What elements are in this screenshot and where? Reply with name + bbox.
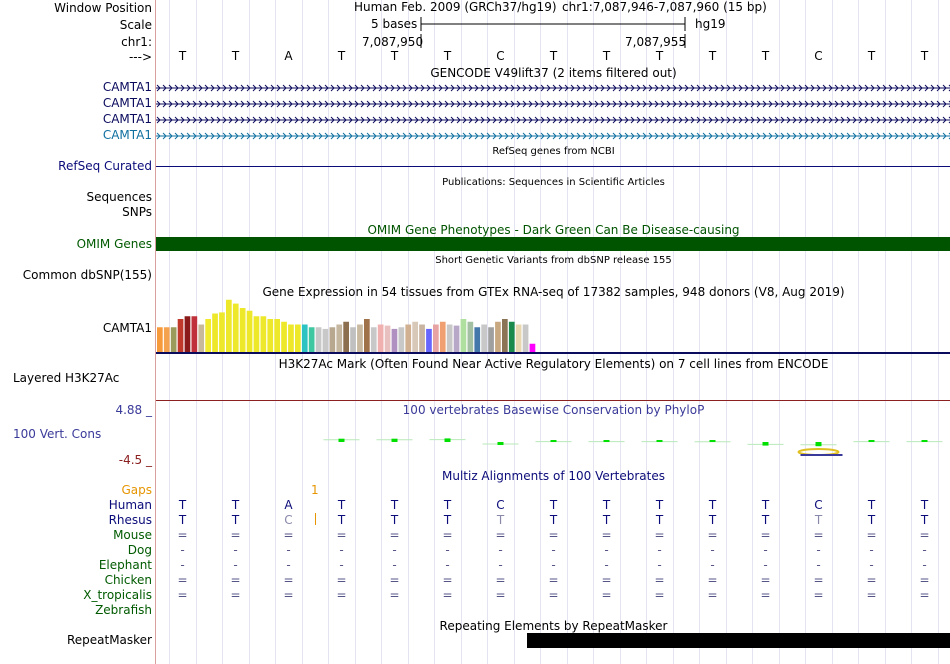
base-letter: C	[814, 49, 823, 63]
chicken-base: =	[336, 573, 347, 587]
gtex-tissue-bar[interactable]	[274, 319, 280, 352]
xtrop-base: =	[495, 588, 506, 602]
rhesus-base: T	[867, 513, 876, 527]
gtex-tissue-bar[interactable]	[336, 325, 342, 353]
window-position-label: Window Position	[54, 1, 152, 15]
rhesus-base: T	[761, 513, 770, 527]
chr-label: chr1:	[121, 35, 152, 49]
coord-2: 7,087,955	[625, 35, 687, 49]
human-base: T	[655, 498, 664, 512]
dbsnp-title: Short Genetic Variants from dbSNP release 155	[435, 255, 672, 266]
xtrop-base: =	[389, 588, 400, 602]
chicken-base: =	[548, 573, 559, 587]
rhesus-base: T	[443, 513, 452, 527]
mouse-base: =	[866, 528, 877, 542]
snps-track-label[interactable]: SNPs	[122, 205, 152, 219]
base-letter: T	[655, 49, 664, 63]
gtex-tissue-bar[interactable]	[461, 319, 467, 352]
gtex-tissue-bar[interactable]	[481, 325, 487, 353]
rhesus-base: T	[231, 513, 240, 527]
position-text: chr1:7,087,946-7,087,960 (15 bp)	[562, 0, 767, 14]
elephant-base: -	[763, 558, 768, 572]
phylop-score-bar[interactable]	[922, 440, 928, 442]
h3k27ac-baseline	[156, 400, 950, 401]
gtex-tissue-bar[interactable]	[261, 316, 267, 352]
repeatmasker-track-label[interactable]: RepeatMasker	[66, 633, 152, 647]
phylop-score-bar[interactable]	[551, 440, 557, 442]
omim-track-label[interactable]: OMIM Genes	[76, 237, 152, 251]
gtex-tissue-bar[interactable]	[357, 325, 363, 353]
gtex-tissue-bar[interactable]	[192, 316, 198, 352]
elephant-base: -	[816, 558, 821, 572]
dog-base: -	[445, 543, 450, 557]
gtex-bar-chart[interactable]	[156, 297, 950, 353]
base-letter: T	[231, 49, 240, 63]
gtex-tissue-bar[interactable]	[530, 344, 536, 352]
gtex-tissue-bar[interactable]	[309, 327, 315, 352]
dog-base: -	[233, 543, 238, 557]
coord-1: 7,087,950	[362, 35, 424, 49]
human-base: T	[867, 498, 876, 512]
mouse-base: =	[442, 528, 453, 542]
species-zebrafish-label: Zebrafish	[95, 603, 152, 617]
dog-base: -	[710, 543, 715, 557]
gtex-tissue-bar[interactable]	[316, 327, 322, 352]
elephant-base: -	[657, 558, 662, 572]
dog-base: -	[816, 543, 821, 557]
gtex-tissue-bar[interactable]	[433, 325, 439, 353]
human-base: T	[549, 498, 558, 512]
mouse-base: =	[336, 528, 347, 542]
phylop-score-bar[interactable]	[710, 440, 716, 442]
phylop-score-bar[interactable]	[498, 442, 504, 445]
gtex-tissue-bar[interactable]	[364, 319, 370, 352]
gtex-tissue-bar[interactable]	[488, 327, 494, 352]
gtex-tissue-bar[interactable]	[385, 326, 391, 352]
gtex-title: Gene Expression in 54 tissues from GTEx RNA-seq of 17382 samples, 948 donors (V8, Aug 2019)	[262, 285, 845, 299]
gtex-tissue-bar[interactable]	[178, 319, 184, 352]
gaps-label: Gaps	[121, 483, 152, 497]
repeat-element-bar[interactable]	[527, 633, 950, 648]
base-letter: T	[761, 49, 770, 63]
dog-base: -	[286, 543, 291, 557]
gtex-tissue-bar[interactable]	[226, 300, 232, 352]
elephant-base: -	[180, 558, 185, 572]
gtex-tissue-bar[interactable]	[454, 326, 460, 352]
gtex-tissue-bar[interactable]	[281, 322, 287, 352]
elephant-base: -	[604, 558, 609, 572]
chicken-base: =	[919, 573, 930, 587]
xtrop-base: =	[177, 588, 188, 602]
refseq-track-label[interactable]: RefSeq Curated	[58, 159, 152, 173]
gtex-tissue-bar[interactable]	[399, 327, 405, 352]
gencode-transcript-4[interactable]	[156, 129, 950, 143]
gencode-transcript-3[interactable]	[156, 113, 950, 127]
chicken-base: =	[654, 573, 665, 587]
gtex-tissue-bar[interactable]	[502, 319, 508, 352]
rhesus-base: T	[708, 513, 717, 527]
dog-base: -	[392, 543, 397, 557]
h3k27ac-title: H3K27Ac Mark (Often Found Near Active Regulatory Elements) on 7 cell lines from ENCODE	[278, 357, 829, 371]
gtex-tissue-bar[interactable]	[247, 311, 253, 352]
dbsnp-track-label[interactable]: Common dbSNP(155)	[22, 268, 152, 282]
elephant-base: -	[392, 558, 397, 572]
dog-base: -	[604, 543, 609, 557]
phylop-score-bar[interactable]	[339, 439, 345, 442]
rhesus-base: T	[496, 513, 505, 527]
mouse-base: =	[283, 528, 294, 542]
base-letter: T	[390, 49, 399, 63]
gtex-tissue-bar[interactable]	[198, 325, 204, 353]
elephant-base: -	[445, 558, 450, 572]
elephant-base: -	[233, 558, 238, 572]
human-base: C	[496, 498, 505, 512]
cons-track-label[interactable]: 100 Vert. Cons	[13, 427, 102, 441]
db-text: hg19	[695, 17, 726, 31]
rhesus-base: T	[337, 513, 346, 527]
human-base: T	[178, 498, 187, 512]
gencode-title: GENCODE V49lift37 (2 items filtered out)	[430, 66, 677, 80]
phylop-score-bar[interactable]	[816, 442, 822, 446]
base-letter: T	[708, 49, 717, 63]
refseq-title: RefSeq genes from NCBI	[492, 146, 615, 157]
xtrop-base: =	[230, 588, 241, 602]
chicken-base: =	[707, 573, 718, 587]
base-letter: T	[178, 49, 187, 63]
mouse-base: =	[177, 528, 188, 542]
scale-bar	[156, 14, 950, 34]
dog-base: -	[339, 543, 344, 557]
human-base: T	[708, 498, 717, 512]
human-base: T	[390, 498, 399, 512]
gtex-tissue-bar[interactable]	[212, 314, 218, 353]
chicken-base: =	[866, 573, 877, 587]
xtrop-base: =	[601, 588, 612, 602]
species-chicken-label: Chicken	[104, 573, 152, 587]
phylop-track[interactable]	[156, 425, 950, 465]
base-letter: T	[602, 49, 611, 63]
phylop-score-bar[interactable]	[445, 438, 451, 442]
rhesus-base: T	[178, 513, 187, 527]
xtrop-base: =	[919, 588, 930, 602]
rhesus-base: C	[284, 513, 293, 527]
dog-base: -	[869, 543, 874, 557]
elephant-base: -	[551, 558, 556, 572]
dog-base: -	[551, 543, 556, 557]
species-xtrop-label: X_tropicalis	[83, 588, 152, 602]
gtex-tissue-bar[interactable]	[426, 329, 432, 352]
gtex-tissue-bar[interactable]	[523, 325, 529, 353]
phylop-score-bar[interactable]	[763, 442, 769, 446]
dog-base: -	[922, 543, 927, 557]
repeat-title: Repeating Elements by RepeatMasker	[439, 619, 668, 633]
species-dog-label: Dog	[127, 543, 152, 557]
mouse-base: =	[813, 528, 824, 542]
gtex-tissue-bar[interactable]	[419, 325, 425, 353]
species-elephant-label: Elephant	[98, 558, 152, 572]
elephant-base: -	[286, 558, 291, 572]
elephant-base: -	[339, 558, 344, 572]
rhesus-base: T	[549, 513, 558, 527]
sequences-track-label[interactable]: Sequences	[86, 190, 152, 204]
mouse-base: =	[548, 528, 559, 542]
mouse-base: =	[707, 528, 718, 542]
gtex-tissue-bar[interactable]	[468, 322, 474, 352]
gencode-transcript-2[interactable]	[156, 97, 950, 111]
human-base: C	[814, 498, 823, 512]
gtex-tissue-bar[interactable]	[516, 325, 522, 353]
mouse-base: =	[919, 528, 930, 542]
gtex-tissue-bar[interactable]	[440, 322, 446, 352]
omim-title: OMIM Gene Phenotypes - Dark Green Can Be Disease-causing	[367, 223, 740, 237]
human-base: A	[284, 498, 293, 512]
gtex-tissue-bar[interactable]	[233, 304, 239, 352]
species-human-label: Human	[108, 498, 152, 512]
phylop-score-bar[interactable]	[392, 439, 398, 442]
gtex-tissue-bar[interactable]	[302, 325, 308, 353]
phylop-score-bar[interactable]	[604, 440, 610, 442]
mouse-base: =	[601, 528, 612, 542]
browser-image-panel[interactable]	[155, 0, 950, 664]
gtex-tissue-bar[interactable]	[171, 327, 177, 352]
chicken-base: =	[283, 573, 294, 587]
xtrop-base: =	[336, 588, 347, 602]
dog-base: -	[180, 543, 185, 557]
rhesus-base: T	[390, 513, 399, 527]
dog-base: -	[763, 543, 768, 557]
dog-base: -	[498, 543, 503, 557]
human-base: T	[920, 498, 929, 512]
track-labels	[0, 0, 154, 664]
gtex-tissue-bar[interactable]	[323, 329, 329, 352]
gtex-tissue-bar[interactable]	[371, 327, 377, 352]
xtrop-base: =	[866, 588, 877, 602]
xtrop-base: =	[442, 588, 453, 602]
mouse-base: =	[760, 528, 771, 542]
rhesus-base: T	[920, 513, 929, 527]
refseq-gene-line[interactable]	[156, 166, 950, 167]
xtrop-base: =	[283, 588, 294, 602]
track-label-camta1-1[interactable]: CAMTA1	[102, 80, 152, 94]
xtrop-base: =	[813, 588, 824, 602]
omim-gene-bar[interactable]	[156, 237, 950, 251]
strand-label: --->	[128, 50, 152, 64]
mouse-base: =	[389, 528, 400, 542]
human-base: T	[231, 498, 240, 512]
gtex-tissue-bar[interactable]	[412, 322, 418, 352]
base-letter: T	[920, 49, 929, 63]
publications-title: Publications: Sequences in Scientific Articles	[442, 177, 665, 188]
chicken-base: =	[760, 573, 771, 587]
gap-marker	[315, 513, 316, 525]
gtex-tissue-bar[interactable]	[288, 325, 294, 353]
xtrop-base: =	[707, 588, 718, 602]
elephant-base: -	[710, 558, 715, 572]
mouse-base: =	[654, 528, 665, 542]
scale-label: Scale	[119, 18, 152, 32]
xtrop-base: =	[548, 588, 559, 602]
chicken-base: =	[389, 573, 400, 587]
chicken-base: =	[442, 573, 453, 587]
chicken-base: =	[230, 573, 241, 587]
rhesus-base: T	[655, 513, 664, 527]
gtex-tissue-bar[interactable]	[157, 327, 163, 352]
phylop-title: 100 vertebrates Basewise Conservation by PhyloP	[402, 403, 705, 417]
chicken-base: =	[495, 573, 506, 587]
gtex-tissue-bar[interactable]	[509, 322, 515, 352]
xtrop-base: =	[760, 588, 771, 602]
cons-min-label: -4.5 _	[118, 453, 152, 467]
gtex-track-label[interactable]: CAMTA1	[102, 321, 152, 335]
gtex-tissue-bar[interactable]	[240, 308, 246, 352]
gtex-tissue-bar[interactable]	[474, 327, 480, 352]
base-letter: T	[867, 49, 876, 63]
gaps-value: 1	[311, 483, 319, 497]
phylop-score-bar[interactable]	[869, 440, 875, 442]
rhesus-base: T	[814, 513, 823, 527]
elephant-base: -	[869, 558, 874, 572]
species-rhesus-label: Rhesus	[108, 513, 152, 527]
assembly-text: Human Feb. 2009 (GRCh37/hg19)	[354, 0, 557, 14]
gtex-tissue-bar[interactable]	[343, 322, 349, 352]
gtex-baseline	[156, 352, 950, 354]
base-letter: T	[549, 49, 558, 63]
human-base: T	[443, 498, 452, 512]
chicken-base: =	[177, 573, 188, 587]
gtex-tissue-bar[interactable]	[447, 325, 453, 353]
phylop-score-bar[interactable]	[657, 440, 663, 442]
base-letter: T	[443, 49, 452, 63]
gtex-tissue-bar[interactable]	[495, 322, 501, 352]
gtex-tissue-bar[interactable]	[378, 325, 384, 353]
human-base: T	[337, 498, 346, 512]
gtex-tissue-bar[interactable]	[330, 327, 336, 352]
mouse-base: =	[230, 528, 241, 542]
dog-base: -	[657, 543, 662, 557]
track-label-camta1-3[interactable]: CAMTA1	[102, 112, 152, 126]
gencode-transcript-1[interactable]	[156, 81, 950, 95]
scale-text: 5 bases	[371, 17, 418, 31]
human-base: T	[602, 498, 611, 512]
rhesus-base: T	[602, 513, 611, 527]
elephant-base: -	[498, 558, 503, 572]
chicken-base: =	[813, 573, 824, 587]
gtex-tissue-bar[interactable]	[295, 325, 301, 353]
elephant-base: -	[922, 558, 927, 572]
human-base: T	[761, 498, 770, 512]
gtex-tissue-bar[interactable]	[392, 329, 398, 352]
species-mouse-label: Mouse	[113, 528, 152, 542]
chicken-base: =	[601, 573, 612, 587]
track-label-camta1-2[interactable]: CAMTA1	[102, 96, 152, 110]
gtex-tissue-bar[interactable]	[205, 319, 211, 352]
gtex-tissue-bar[interactable]	[350, 327, 356, 352]
base-letter: A	[284, 49, 293, 63]
gtex-tissue-bar[interactable]	[164, 327, 170, 352]
multiz-title: Multiz Alignments of 100 Vertebrates	[441, 469, 666, 483]
gtex-tissue-bar[interactable]	[267, 319, 273, 352]
gtex-tissue-bar[interactable]	[405, 325, 411, 353]
h3k27ac-track-label[interactable]: Layered H3K27Ac	[13, 371, 120, 385]
cons-max-label: 4.88 _	[115, 403, 152, 417]
gtex-tissue-bar[interactable]	[254, 316, 260, 352]
base-letter: T	[337, 49, 346, 63]
track-label-camta1-4[interactable]: CAMTA1	[102, 128, 152, 142]
gtex-tissue-bar[interactable]	[219, 312, 225, 352]
mouse-base: =	[495, 528, 506, 542]
base-letter: C	[496, 49, 505, 63]
xtrop-base: =	[654, 588, 665, 602]
gtex-tissue-bar[interactable]	[185, 316, 191, 352]
